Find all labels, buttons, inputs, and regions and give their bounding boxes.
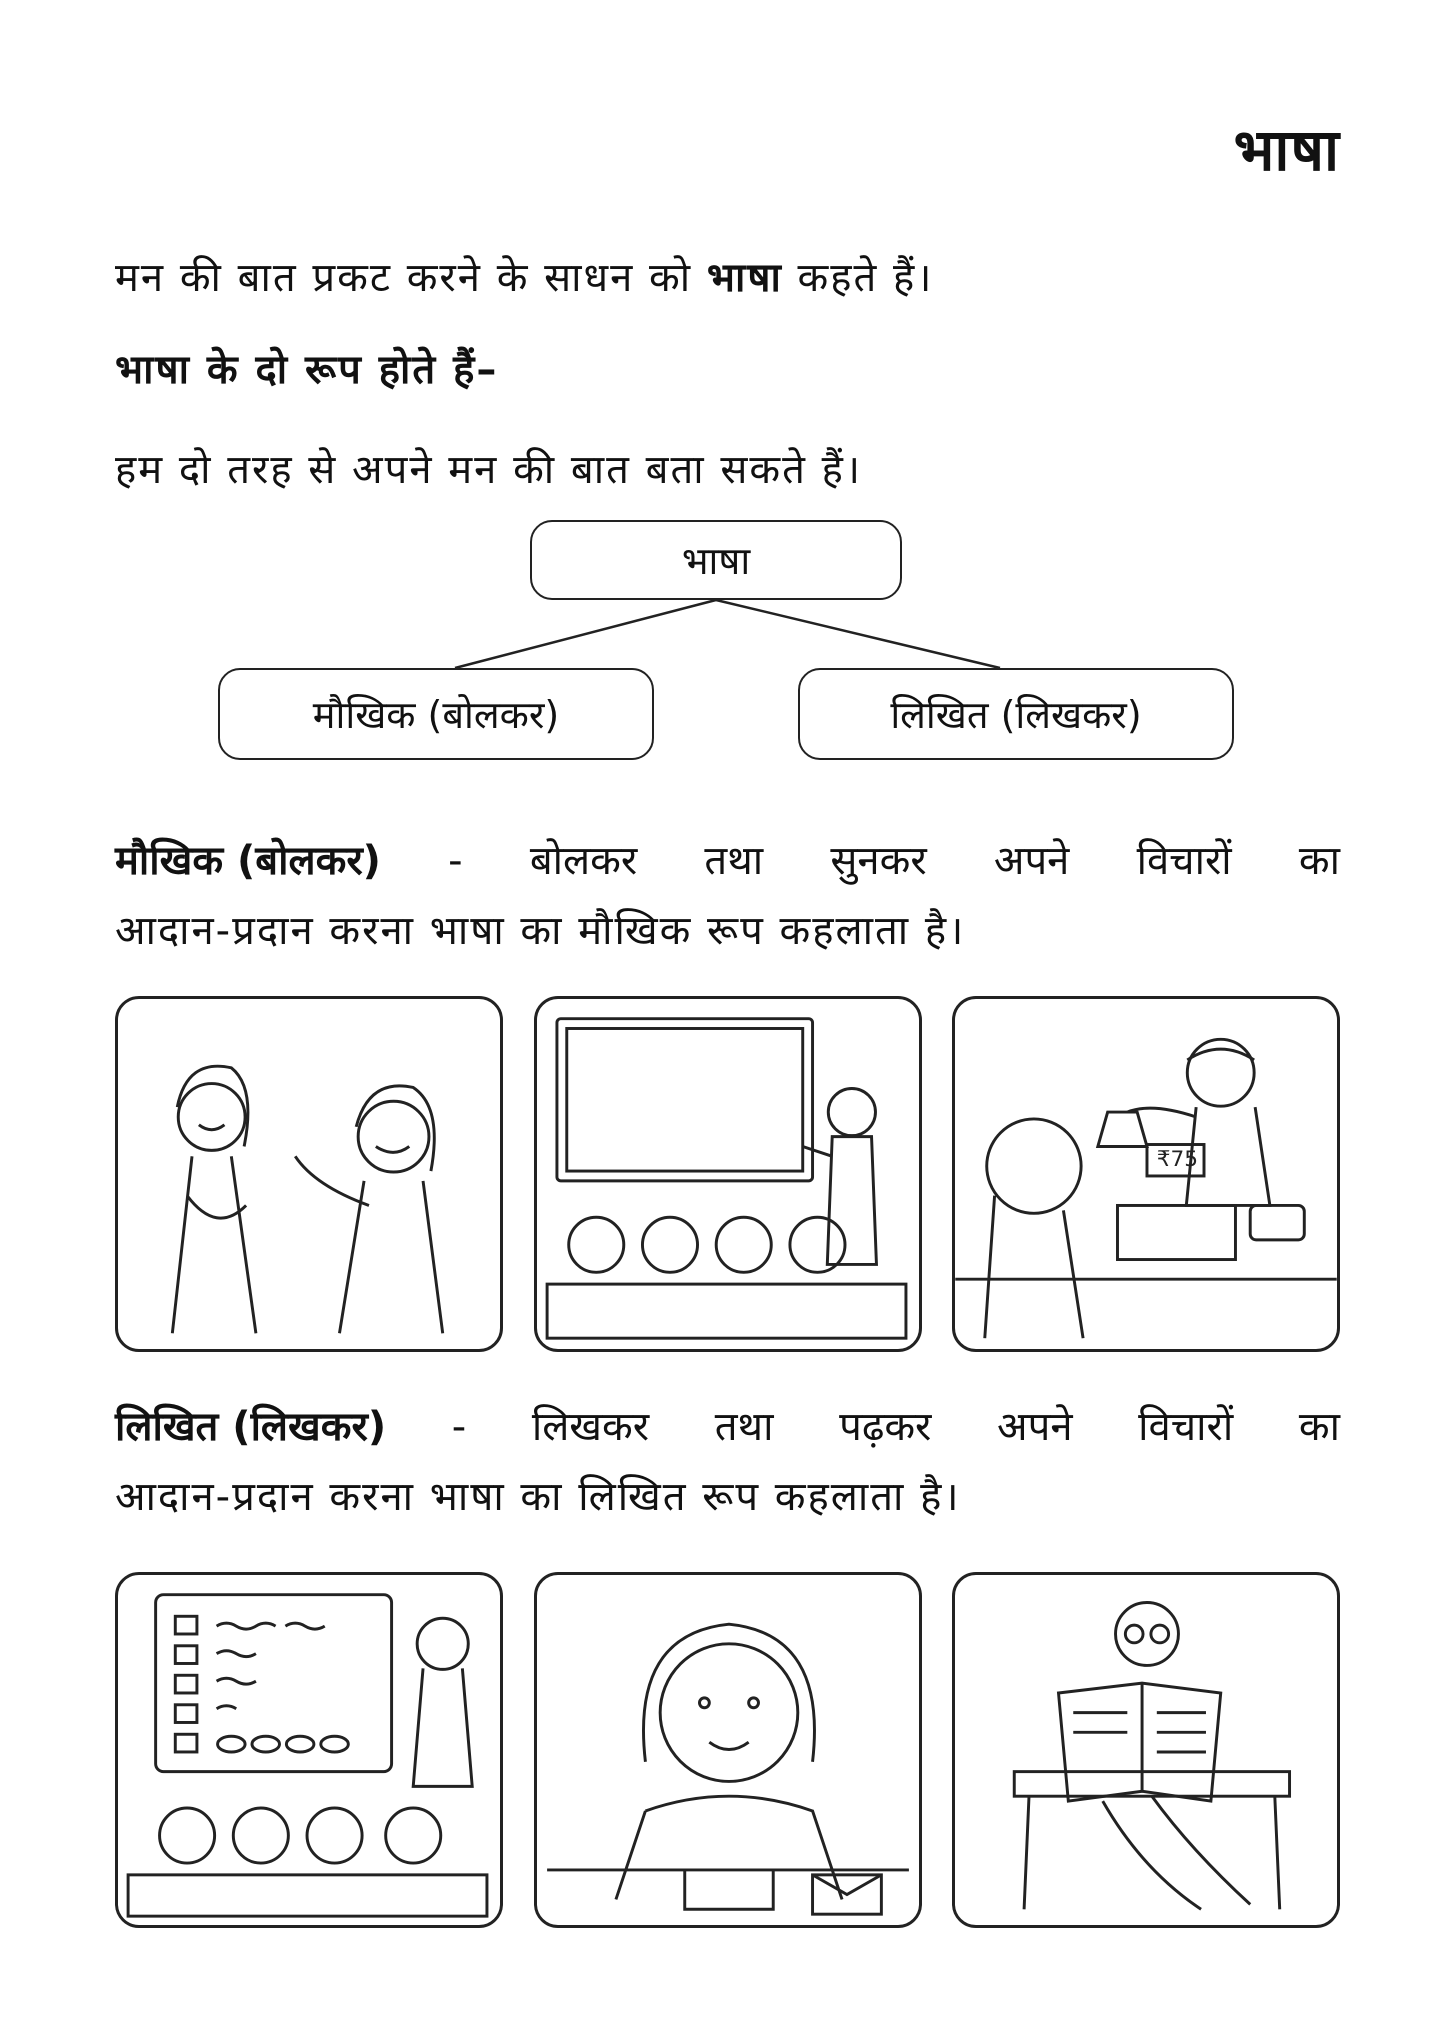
page-title: भाषा (1233, 116, 1340, 184)
written-term: लिखित (लिखकर) (115, 1404, 387, 1450)
two-women-talking-image (115, 996, 503, 1352)
teacher-writing-on-board-image (115, 1572, 503, 1928)
intro-sentence: मन की बात प्रकट करने के साधन को भाषा कहते हैं। (115, 255, 934, 301)
written-definition: लिखित (लिखकर) - लिखकर तथा पढ़कर अपने विचारों का आदान-प्रदान करना भाषा का लिखित रूप कहलाता है। (115, 1392, 1340, 1532)
tree-oral-node: मौखिक (बोलकर) (218, 668, 654, 760)
oral-term: मौखिक (बोलकर) (115, 838, 381, 884)
tree-root-node: भाषा (530, 520, 902, 600)
subheading: भाषा के दो रूप होते हैं– (115, 347, 499, 393)
written-illustrations (115, 1572, 1340, 1928)
girl-writing-letter-image (534, 1572, 922, 1928)
explanation-sentence: हम दो तरह से अपने मन की बात बता सकते हैं। (115, 447, 862, 493)
girl-teaching-class-image (534, 996, 922, 1352)
price-tag-text: ₹75 (1156, 1147, 1199, 1173)
oral-definition: मौखिक (बोलकर) - बोलकर तथा सुनकर अपने विचारों का आदान-प्रदान करना भाषा का मौखिक रूप कहलाता है। (115, 826, 1340, 966)
oral-illustrations (115, 996, 1340, 1352)
tree-written-node: लिखित (लिखकर) (798, 668, 1234, 760)
shopkeeper-selling-eggs-image (952, 996, 1340, 1352)
grandmother-reading-newspaper-image (952, 1572, 1340, 1928)
